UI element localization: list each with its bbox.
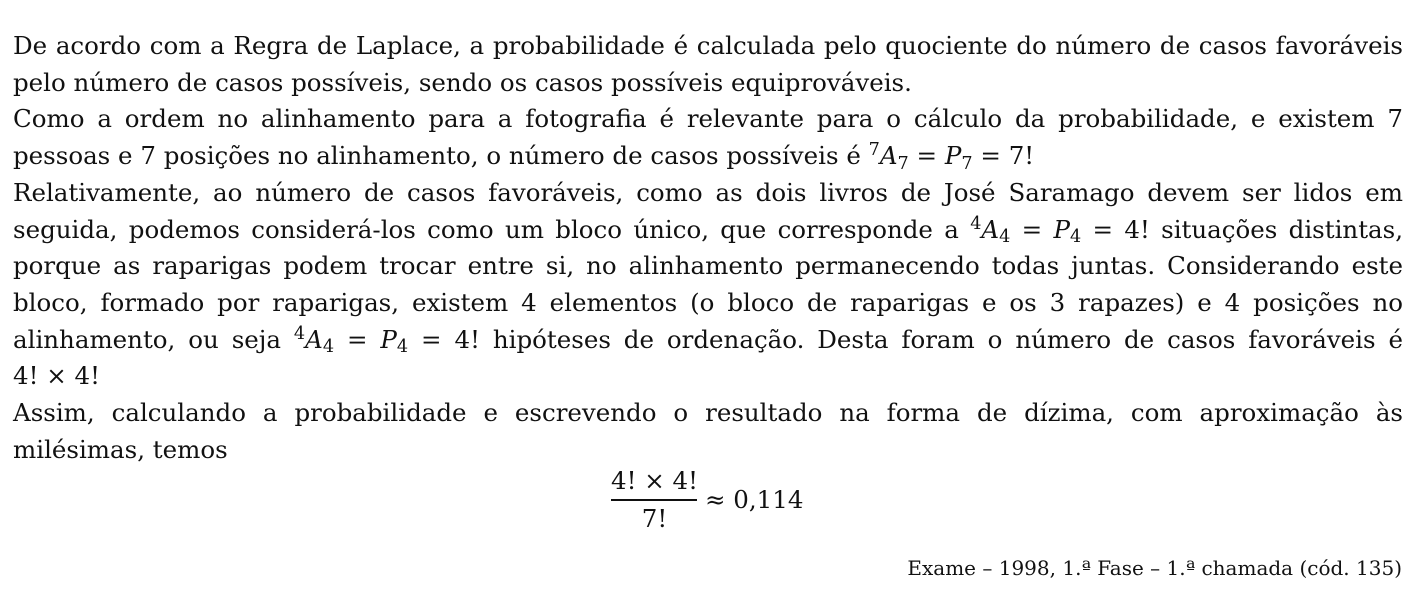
favorable-cases-formula-2: $^4A_4 = P_4 = 4$! <box>293 323 480 358</box>
formula-result: ≈ 0,114 <box>704 485 804 514</box>
paragraph-favorable-cases <box>13 175 1403 395</box>
possible-cases-text: Como a ordem no alinhamento para a fotografia é relevante para o cálculo da probabilidade, e existem 7 pessoas e 7 posições no alinhamento, o número de casos possíveis é <box>13 104 1403 171</box>
favorable-cases-product: 4! × 4! <box>13 361 100 391</box>
exam-source: Exame – 1998, 1.ª Fase – 1.ª chamada (cód. 135) <box>907 556 1402 580</box>
possible-cases-formula: $^7A_7 = P_7 = 7$! <box>868 140 1035 174</box>
paragraph-conclusion <box>13 395 1403 468</box>
solution-text <box>13 28 1403 468</box>
favorable-cases-text-c: hipóteses de ordenação. Desta foram o número de casos favoráveis é <box>479 324 1403 354</box>
fraction <box>610 467 699 533</box>
paragraph-laplace-text: De acordo com a Regra de Laplace, a probabilidade é calculada pelo quociente do número de casos favoráveis pelo número de casos possíveis, sendo os casos possíveis equiprováveis. <box>13 31 1403 97</box>
favorable-cases-formula-1: $^4A_4 = P_4 = 4$! <box>970 213 1150 247</box>
favorable-cases-text-b: situações distintas, porque as raparigas podem trocar entre si, no alinhamento permanecendo todas juntas. Considerando este bloco, formado por raparigas, existem 4 elementos (o bloco de raparigas e os 3 rapazes) e 4 posições no alinhamento, ou seja <box>13 214 1404 354</box>
fraction-denominator: 7! <box>641 503 668 533</box>
paragraph-laplace-rule <box>13 28 1403 101</box>
favorable-cases-text-a: Relativamente, ao número de casos favoráveis, como as dois livros de José Saramago devem ser lidos em seguida, podemos considerá-los como um bloco único, que corresponde a <box>13 177 1403 244</box>
probability-formula <box>610 462 803 538</box>
fraction-numerator: 4! × 4! <box>611 466 698 496</box>
paragraph-possible-cases <box>13 101 1403 174</box>
conclusion-text: Assim, calculando a probabilidade e escrevendo o resultado na forma de dízima, com aproximação às milésimas, temos <box>13 398 1403 464</box>
